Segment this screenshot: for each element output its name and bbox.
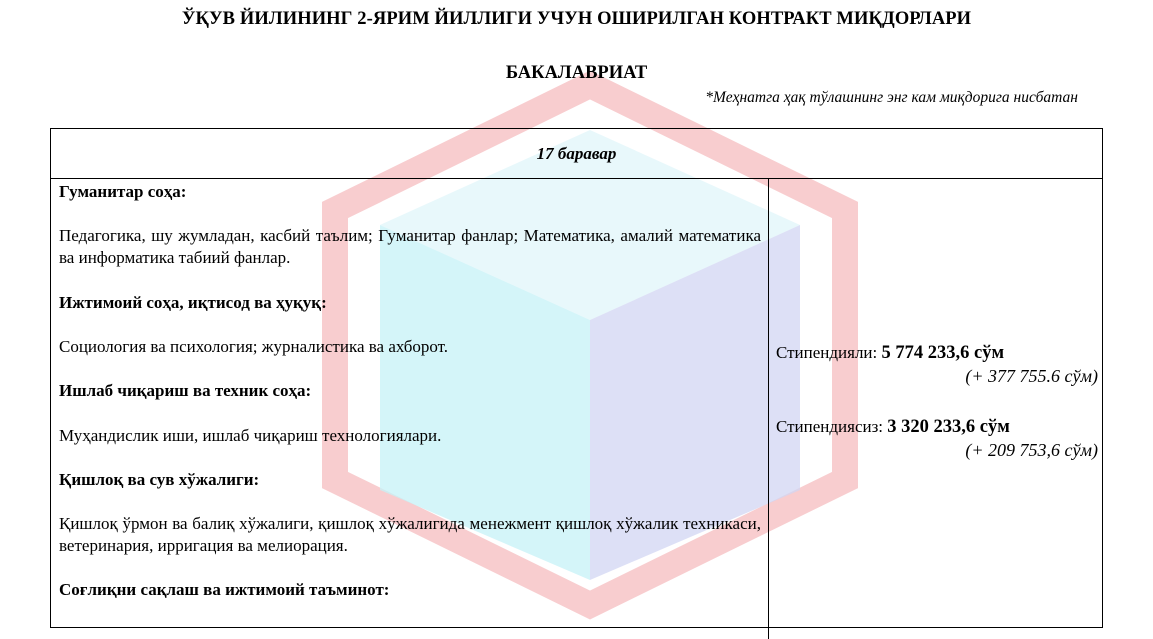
prices-column	[776, 341, 1098, 462]
price-delta: (+ 377 755.6 сўм)	[965, 366, 1098, 386]
section-title: Ижтимоий соҳа, иқтисод ва ҳуқуқ:	[59, 293, 327, 312]
section-title: Соғлиқни сақлаш ва ижтимоий таъминот:	[59, 580, 390, 599]
fields-column	[59, 181, 761, 601]
price-delta: (+ 209 753,6 сўм)	[965, 440, 1098, 460]
footnote: *Меҳнатга ҳақ тўлашнинг энг кам миқдорига нисбатан	[705, 89, 1078, 106]
price-without-stipend	[776, 415, 1098, 439]
multiplier-header: 17 баравар	[51, 129, 1102, 179]
price-label: Стипендиясиз:	[776, 417, 884, 436]
section-title: Ишлаб чиқариш ва техник соҳа:	[59, 381, 312, 400]
page-title: ЎҚУВ ЙИЛИНИНГ 2-ЯРИМ ЙИЛЛИГИ УЧУН ОШИРИЛГАН КОНТРАКТ МИҚДОРЛАРИ	[181, 9, 972, 29]
section-title: Қишлоқ ва сув хўжалиги:	[59, 470, 260, 489]
section-body: Социология ва психология; журналистика ва ахборот.	[59, 337, 449, 356]
section-body: Педагогика, шу жумладан, касбий таълим; Гуманитар фанлар; Математика, амалий математика ва информатика табиий фанлар.	[59, 226, 761, 267]
contract-table	[50, 128, 1103, 628]
column-divider	[768, 179, 769, 639]
price-value: 3 320 233,6 сўм	[887, 417, 1010, 437]
section-body: Муҳандислик иши, ишлаб чиқариш технологиялари.	[59, 426, 442, 445]
section-body: Қишлоқ ўрмон ва балиқ хўжалиги, қишлоқ хўжалигида менежмент қишлоқ хўжалик техникаси, ветеринария, ирригация ва мелиорация.	[59, 514, 761, 555]
section-title: Гуманитар соҳа:	[59, 182, 187, 201]
price-label: Стипендияли:	[776, 343, 878, 362]
page-subtitle: БАКАЛАВРИАТ	[505, 63, 648, 83]
price-with-stipend	[776, 341, 1098, 365]
price-value: 5 774 233,6 сўм	[881, 343, 1005, 363]
